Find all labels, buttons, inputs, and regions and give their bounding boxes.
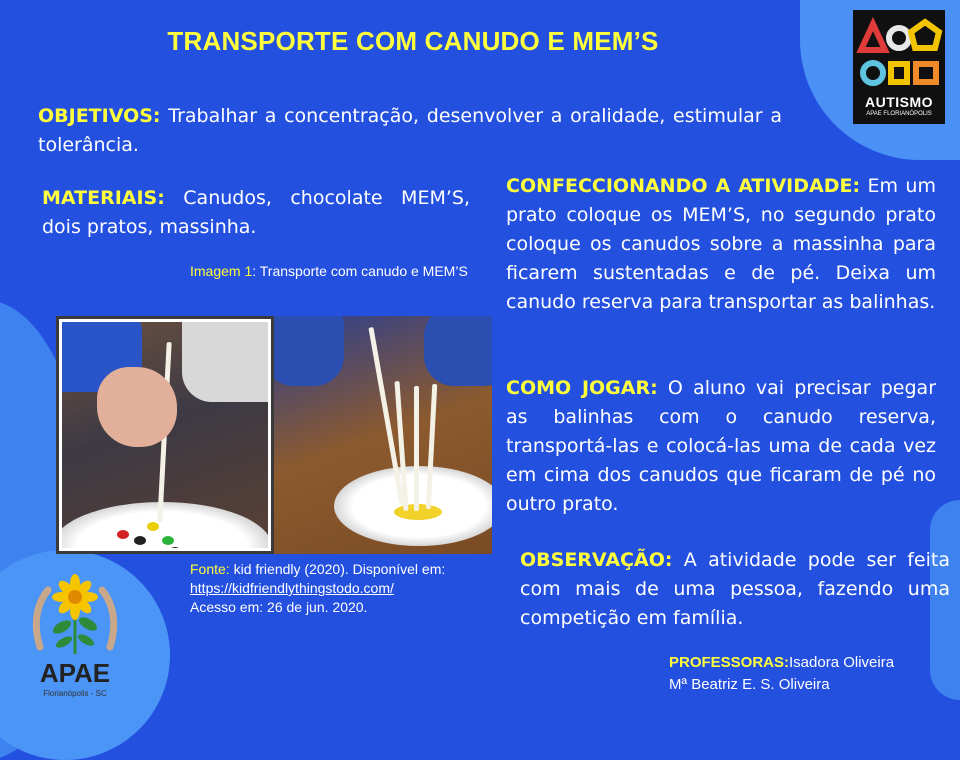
materials-paragraph (42, 184, 470, 242)
materials-text: Canudos, chocolate MEM’S, dois pratos, massinha. (42, 187, 470, 238)
apae-logo-city: Florianópolis - SC (43, 689, 107, 698)
objectives-label: OBJETIVOS: (38, 105, 161, 127)
materials-label: MATERIAIS: (42, 187, 165, 209)
image-caption (190, 262, 490, 281)
how-to-play-label: COMO JOGAR: (506, 377, 658, 399)
hand-left (97, 367, 177, 447)
how-to-play-paragraph (506, 374, 936, 519)
observation-text: A atividade pode ser feita com mais de uma pessoa, fazendo uma competição em família. (520, 549, 950, 629)
source-text: kid friendly (2020). Disponível em: (229, 561, 446, 577)
observation-paragraph (520, 546, 950, 633)
candy-red (117, 530, 129, 539)
source-note (190, 560, 490, 617)
activity-photo (56, 316, 492, 554)
photo-left-panel (59, 319, 271, 551)
page-title: TRANSPORTE COM CANUDO E MEM’S (167, 26, 659, 56)
autismo-logo-name: AUTISMO (864, 94, 934, 110)
teacher-name-2: Mª Beatriz E. S. Oliveira (669, 676, 830, 693)
candy-dark (134, 536, 146, 545)
source-label: Fonte: (190, 561, 230, 577)
teachers-label: PROFESSORAS: (669, 654, 790, 671)
source-link[interactable]: https://kidfriendlythingstodo.com/ (190, 580, 394, 596)
apae-logo (10, 562, 150, 712)
teachers-credit (669, 652, 894, 696)
shirt-shape (182, 319, 271, 402)
image-caption-text: : Transporte com canudo e MEM’S (252, 263, 468, 279)
objectives-text: Trabalhar a concentração, desenvolver a oralidade, estimular a tolerância. (38, 105, 782, 156)
image-caption-label: Imagem 1 (190, 263, 253, 279)
teacher-name-1: Isadora Oliveira (789, 654, 895, 671)
autismo-logo-sub: APAE FLORIANÓPOLIS (866, 111, 932, 117)
preparation-label: CONFECCIONANDO A ATIVIDADE: (506, 175, 861, 197)
candy-yellow (147, 522, 159, 531)
autismo-shapes-icon (853, 10, 945, 94)
observation-label: OBSERVAÇÃO: (520, 549, 673, 571)
preparation-paragraph (506, 172, 936, 317)
arm-shape (274, 316, 344, 386)
photo-right-panel (274, 316, 492, 554)
candy-brown (169, 547, 181, 551)
apae-flower-hands-icon (10, 562, 140, 658)
apae-logo-name: APAE (39, 658, 111, 688)
arm-right-shape (424, 316, 492, 386)
preparation-text: Em um prato coloque os MEM’S, no segundo prato coloque os canudos sobre a massinha para ficarem sustentadas e de pé. Deixa um canudo reserva para transportar as balinhas. (506, 175, 936, 313)
how-to-play-text: O aluno vai precisar pegar as balinhas com o canudo reserva, transportá-las e colocá-las uma de cada vez em cima dos canudos que ficaram de pé no outro prato. (506, 377, 936, 515)
autismo-logo (853, 10, 945, 124)
straw-standing-2 (414, 386, 419, 511)
source-access: Acesso em: 26 de jun. 2020. (190, 599, 368, 615)
candy-green (162, 536, 174, 545)
objectives-paragraph (38, 102, 782, 160)
